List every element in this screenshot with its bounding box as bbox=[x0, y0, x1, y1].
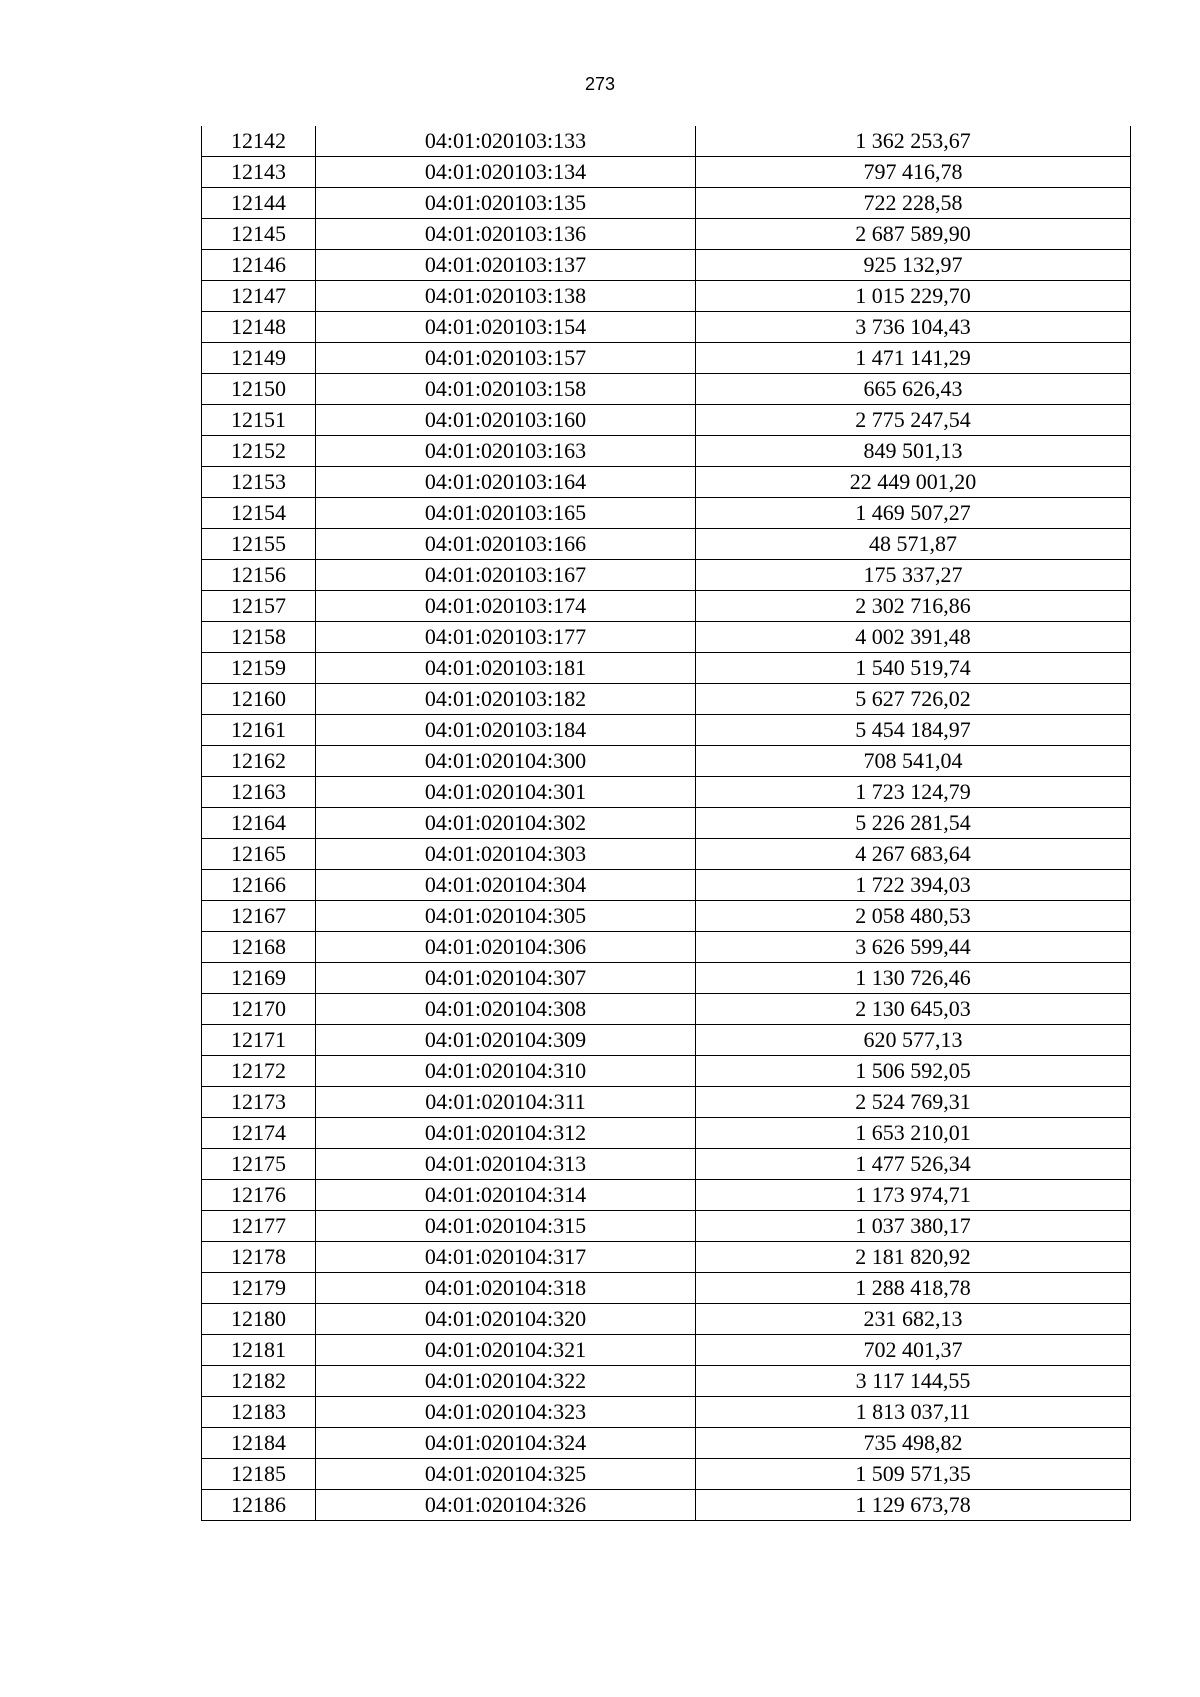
cadastral-value-cell: 1 469 507,27 bbox=[696, 498, 1131, 529]
table-row bbox=[202, 870, 1131, 901]
cadastral-number-cell: 04:01:020104:308 bbox=[316, 994, 696, 1025]
row-number-cell: 12175 bbox=[202, 1149, 316, 1180]
row-number-cell: 12163 bbox=[202, 777, 316, 808]
cadastral-number-cell: 04:01:020104:313 bbox=[316, 1149, 696, 1180]
cadastral-number-cell: 04:01:020104:311 bbox=[316, 1087, 696, 1118]
table-row bbox=[202, 374, 1131, 405]
row-number-cell: 12169 bbox=[202, 963, 316, 994]
row-number-cell: 12181 bbox=[202, 1335, 316, 1366]
row-number-cell: 12185 bbox=[202, 1459, 316, 1490]
cadastral-number-cell: 04:01:020103:134 bbox=[316, 157, 696, 188]
cadastral-number-cell: 04:01:020103:166 bbox=[316, 529, 696, 560]
cadastral-value-cell: 1 037 380,17 bbox=[696, 1211, 1131, 1242]
table-row bbox=[202, 1397, 1131, 1428]
cadastral-value-cell: 1 015 229,70 bbox=[696, 281, 1131, 312]
table-row bbox=[202, 994, 1131, 1025]
cadastral-number-cell: 04:01:020103:138 bbox=[316, 281, 696, 312]
table-row bbox=[202, 715, 1131, 746]
cadastral-value-cell: 175 337,27 bbox=[696, 560, 1131, 591]
table-row bbox=[202, 746, 1131, 777]
cadastral-value-cell: 5 454 184,97 bbox=[696, 715, 1131, 746]
row-number-cell: 12154 bbox=[202, 498, 316, 529]
table-row bbox=[202, 250, 1131, 281]
row-number-cell: 12184 bbox=[202, 1428, 316, 1459]
cadastral-value-cell: 3 736 104,43 bbox=[696, 312, 1131, 343]
cadastral-number-cell: 04:01:020103:164 bbox=[316, 467, 696, 498]
cadastral-value-cell: 1 653 210,01 bbox=[696, 1118, 1131, 1149]
row-number-cell: 12172 bbox=[202, 1056, 316, 1087]
cadastral-number-cell: 04:01:020104:301 bbox=[316, 777, 696, 808]
cadastral-value-cell: 2 775 247,54 bbox=[696, 405, 1131, 436]
cadastral-value-cell: 2 181 820,92 bbox=[696, 1242, 1131, 1273]
table-row bbox=[202, 622, 1131, 653]
table-row bbox=[202, 343, 1131, 374]
cadastral-value-cell: 4 267 683,64 bbox=[696, 839, 1131, 870]
table-row bbox=[202, 1087, 1131, 1118]
cadastral-value-cell: 849 501,13 bbox=[696, 436, 1131, 467]
table-row bbox=[202, 1273, 1131, 1304]
cadastral-value-cell: 1 509 571,35 bbox=[696, 1459, 1131, 1490]
table-row bbox=[202, 1180, 1131, 1211]
cadastral-number-cell: 04:01:020104:304 bbox=[316, 870, 696, 901]
table-row bbox=[202, 498, 1131, 529]
row-number-cell: 12186 bbox=[202, 1490, 316, 1521]
cadastral-number-cell: 04:01:020104:324 bbox=[316, 1428, 696, 1459]
row-number-cell: 12149 bbox=[202, 343, 316, 374]
cadastral-number-cell: 04:01:020104:315 bbox=[316, 1211, 696, 1242]
table-row bbox=[202, 436, 1131, 467]
table-row bbox=[202, 808, 1131, 839]
cadastral-value-cell: 1 540 519,74 bbox=[696, 653, 1131, 684]
table-row bbox=[202, 1118, 1131, 1149]
cadastral-number-cell: 04:01:020104:320 bbox=[316, 1304, 696, 1335]
row-number-cell: 12182 bbox=[202, 1366, 316, 1397]
row-number-cell: 12173 bbox=[202, 1087, 316, 1118]
table-row bbox=[202, 405, 1131, 436]
table-row bbox=[202, 1428, 1131, 1459]
row-number-cell: 12160 bbox=[202, 684, 316, 715]
cadastral-number-cell: 04:01:020103:163 bbox=[316, 436, 696, 467]
table-row bbox=[202, 157, 1131, 188]
table-row bbox=[202, 1335, 1131, 1366]
cadastral-value-cell: 797 416,78 bbox=[696, 157, 1131, 188]
cadastral-value-cell: 620 577,13 bbox=[696, 1025, 1131, 1056]
cadastral-number-cell: 04:01:020104:305 bbox=[316, 901, 696, 932]
cadastral-value-cell: 1 813 037,11 bbox=[696, 1397, 1131, 1428]
row-number-cell: 12168 bbox=[202, 932, 316, 963]
table-row bbox=[202, 1242, 1131, 1273]
page-number: 273 bbox=[584, 74, 616, 94]
cadastral-number-cell: 04:01:020103:137 bbox=[316, 250, 696, 281]
cadastral-number-cell: 04:01:020103:160 bbox=[316, 405, 696, 436]
row-number-cell: 12177 bbox=[202, 1211, 316, 1242]
table-row bbox=[202, 188, 1131, 219]
cadastral-value-cell: 1 362 253,67 bbox=[696, 126, 1131, 157]
table-row bbox=[202, 1211, 1131, 1242]
table-row bbox=[202, 1056, 1131, 1087]
cadastral-value-cell: 231 682,13 bbox=[696, 1304, 1131, 1335]
row-number-cell: 12162 bbox=[202, 746, 316, 777]
table-row bbox=[202, 467, 1131, 498]
row-number-cell: 12150 bbox=[202, 374, 316, 405]
cadastral-value-cell: 925 132,97 bbox=[696, 250, 1131, 281]
cadastral-value-cell: 48 571,87 bbox=[696, 529, 1131, 560]
row-number-cell: 12180 bbox=[202, 1304, 316, 1335]
table-row bbox=[202, 219, 1131, 250]
cadastral-value-cell: 5 226 281,54 bbox=[696, 808, 1131, 839]
cadastral-value-cell: 702 401,37 bbox=[696, 1335, 1131, 1366]
cadastral-number-cell: 04:01:020104:326 bbox=[316, 1490, 696, 1521]
cadastral-value-cell: 22 449 001,20 bbox=[696, 467, 1131, 498]
table-row bbox=[202, 591, 1131, 622]
row-number-cell: 12156 bbox=[202, 560, 316, 591]
cadastral-value-cell: 2 302 716,86 bbox=[696, 591, 1131, 622]
cadastral-value-cell: 722 228,58 bbox=[696, 188, 1131, 219]
row-number-cell: 12166 bbox=[202, 870, 316, 901]
row-number-cell: 12178 bbox=[202, 1242, 316, 1273]
cadastral-number-cell: 04:01:020103:167 bbox=[316, 560, 696, 591]
table-row bbox=[202, 312, 1131, 343]
table-row bbox=[202, 1149, 1131, 1180]
cadastral-value-cell: 4 002 391,48 bbox=[696, 622, 1131, 653]
row-number-cell: 12143 bbox=[202, 157, 316, 188]
row-number-cell: 12164 bbox=[202, 808, 316, 839]
cadastral-value-cell: 1 129 673,78 bbox=[696, 1490, 1131, 1521]
cadastral-number-cell: 04:01:020103:182 bbox=[316, 684, 696, 715]
row-number-cell: 12152 bbox=[202, 436, 316, 467]
cadastral-value-cell: 2 687 589,90 bbox=[696, 219, 1131, 250]
table-row bbox=[202, 932, 1131, 963]
cadastral-value-cell: 5 627 726,02 bbox=[696, 684, 1131, 715]
cadastral-number-cell: 04:01:020104:309 bbox=[316, 1025, 696, 1056]
cadastral-value-cell: 2 524 769,31 bbox=[696, 1087, 1131, 1118]
cadastral-number-cell: 04:01:020104:317 bbox=[316, 1242, 696, 1273]
table-row bbox=[202, 684, 1131, 715]
row-number-cell: 12144 bbox=[202, 188, 316, 219]
row-number-cell: 12167 bbox=[202, 901, 316, 932]
cadastral-value-cell: 1 471 141,29 bbox=[696, 343, 1131, 374]
cadastral-number-cell: 04:01:020104:310 bbox=[316, 1056, 696, 1087]
cadastral-value-cell: 2 058 480,53 bbox=[696, 901, 1131, 932]
cadastral-number-cell: 04:01:020104:300 bbox=[316, 746, 696, 777]
cadastral-value-cell: 3 117 144,55 bbox=[696, 1366, 1131, 1397]
cadastral-number-cell: 04:01:020103:174 bbox=[316, 591, 696, 622]
row-number-cell: 12147 bbox=[202, 281, 316, 312]
table-row bbox=[202, 1490, 1131, 1521]
cadastral-number-cell: 04:01:020104:307 bbox=[316, 963, 696, 994]
row-number-cell: 12171 bbox=[202, 1025, 316, 1056]
cadastral-value-cell: 1 722 394,03 bbox=[696, 870, 1131, 901]
cadastral-value-cell: 1 723 124,79 bbox=[696, 777, 1131, 808]
row-number-cell: 12183 bbox=[202, 1397, 316, 1428]
row-number-cell: 12170 bbox=[202, 994, 316, 1025]
cadastral-number-cell: 04:01:020104:303 bbox=[316, 839, 696, 870]
row-number-cell: 12142 bbox=[202, 126, 316, 157]
table-row bbox=[202, 1304, 1131, 1335]
cadastral-number-cell: 04:01:020104:325 bbox=[316, 1459, 696, 1490]
cadastral-number-cell: 04:01:020103:177 bbox=[316, 622, 696, 653]
cadastral-number-cell: 04:01:020104:318 bbox=[316, 1273, 696, 1304]
table-row bbox=[202, 126, 1131, 157]
row-number-cell: 12161 bbox=[202, 715, 316, 746]
row-number-cell: 12165 bbox=[202, 839, 316, 870]
row-number-cell: 12151 bbox=[202, 405, 316, 436]
table-row bbox=[202, 529, 1131, 560]
row-number-cell: 12176 bbox=[202, 1180, 316, 1211]
table-row bbox=[202, 1366, 1131, 1397]
cadastral-value-cell: 735 498,82 bbox=[696, 1428, 1131, 1459]
table-row bbox=[202, 653, 1131, 684]
row-number-cell: 12148 bbox=[202, 312, 316, 343]
row-number-cell: 12158 bbox=[202, 622, 316, 653]
row-number-cell: 12153 bbox=[202, 467, 316, 498]
cadastral-number-cell: 04:01:020104:322 bbox=[316, 1366, 696, 1397]
cadastral-value-cell: 1 288 418,78 bbox=[696, 1273, 1131, 1304]
row-number-cell: 12146 bbox=[202, 250, 316, 281]
table-row bbox=[202, 1025, 1131, 1056]
cadastral-value-cell: 2 130 645,03 bbox=[696, 994, 1131, 1025]
cadastral-number-cell: 04:01:020104:314 bbox=[316, 1180, 696, 1211]
cadastral-number-cell: 04:01:020103:133 bbox=[316, 126, 696, 157]
cadastral-number-cell: 04:01:020103:136 bbox=[316, 219, 696, 250]
cadastral-value-table bbox=[201, 126, 1131, 1521]
cadastral-number-cell: 04:01:020103:165 bbox=[316, 498, 696, 529]
table-row bbox=[202, 839, 1131, 870]
row-number-cell: 12155 bbox=[202, 529, 316, 560]
cadastral-value-cell: 3 626 599,44 bbox=[696, 932, 1131, 963]
row-number-cell: 12157 bbox=[202, 591, 316, 622]
cadastral-number-cell: 04:01:020103:158 bbox=[316, 374, 696, 405]
cadastral-value-cell: 708 541,04 bbox=[696, 746, 1131, 777]
table-row bbox=[202, 281, 1131, 312]
table-body bbox=[202, 126, 1131, 1521]
table-row bbox=[202, 1459, 1131, 1490]
cadastral-number-cell: 04:01:020103:184 bbox=[316, 715, 696, 746]
cadastral-value-cell: 1 506 592,05 bbox=[696, 1056, 1131, 1087]
table-row bbox=[202, 560, 1131, 591]
cadastral-value-cell: 1 477 526,34 bbox=[696, 1149, 1131, 1180]
cadastral-number-cell: 04:01:020104:306 bbox=[316, 932, 696, 963]
cadastral-value-cell: 1 173 974,71 bbox=[696, 1180, 1131, 1211]
row-number-cell: 12145 bbox=[202, 219, 316, 250]
cadastral-number-cell: 04:01:020104:312 bbox=[316, 1118, 696, 1149]
row-number-cell: 12179 bbox=[202, 1273, 316, 1304]
cadastral-number-cell: 04:01:020104:302 bbox=[316, 808, 696, 839]
row-number-cell: 12174 bbox=[202, 1118, 316, 1149]
row-number-cell: 12159 bbox=[202, 653, 316, 684]
cadastral-number-cell: 04:01:020104:323 bbox=[316, 1397, 696, 1428]
cadastral-number-cell: 04:01:020103:157 bbox=[316, 343, 696, 374]
table-row bbox=[202, 963, 1131, 994]
cadastral-value-cell: 1 130 726,46 bbox=[696, 963, 1131, 994]
table-row bbox=[202, 777, 1131, 808]
cadastral-number-cell: 04:01:020103:181 bbox=[316, 653, 696, 684]
cadastral-number-cell: 04:01:020103:154 bbox=[316, 312, 696, 343]
cadastral-number-cell: 04:01:020104:321 bbox=[316, 1335, 696, 1366]
table-row bbox=[202, 901, 1131, 932]
cadastral-number-cell: 04:01:020103:135 bbox=[316, 188, 696, 219]
cadastral-value-cell: 665 626,43 bbox=[696, 374, 1131, 405]
